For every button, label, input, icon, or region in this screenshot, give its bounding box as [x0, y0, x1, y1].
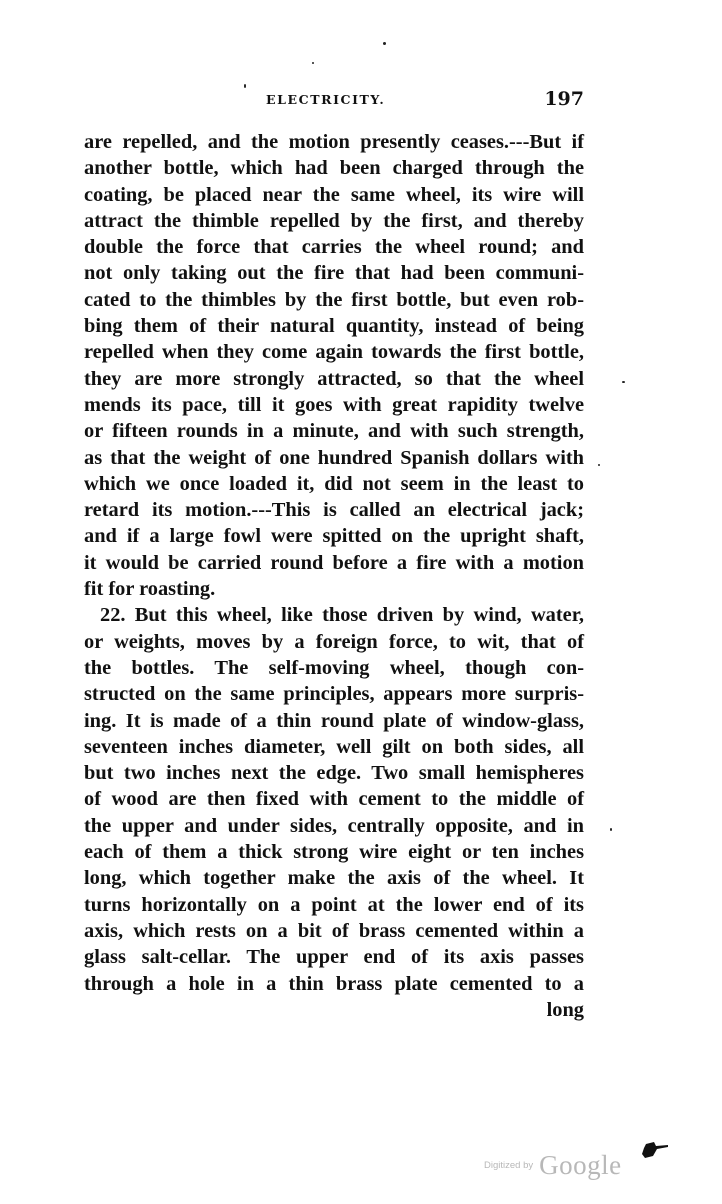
- body-text: [84, 129, 584, 1023]
- ink-speck: [244, 84, 246, 88]
- text-line: each of them a thick strong wire eight or ten inches: [84, 841, 584, 864]
- ink-speck: [598, 464, 600, 466]
- paragraph-start-line: 22. But this wheel, like those driven by wind, water,: [100, 604, 584, 627]
- text-line: structed on the same principles, appears more surpris-: [84, 683, 584, 706]
- text-line: not only taking out the fire that had been communi-: [84, 262, 584, 285]
- watermark-prefix: Digitized by: [484, 1160, 534, 1171]
- ink-speck: [383, 42, 386, 45]
- text-line: axis, which rests on a bit of brass cemented within a: [84, 919, 584, 942]
- ink-blot-icon: [640, 1140, 670, 1162]
- text-line: but two inches next the edge. Two small hemispheres: [84, 762, 584, 785]
- ink-speck: [312, 62, 314, 64]
- text-line: or fifteen rounds in a minute, and with such strength,: [84, 420, 584, 443]
- text-line: it would be carried round before a fire with a motion: [84, 551, 584, 574]
- text-line: as that the weight of one hundred Spanish dollars with: [84, 446, 584, 469]
- text-line: and if a large fowl were spitted on the upright shaft,: [84, 525, 584, 548]
- page-number: 197: [544, 88, 584, 110]
- text-line: attract the thimble repelled by the first, and thereby: [84, 209, 584, 232]
- text-line: they are more strongly attracted, so that the wheel: [84, 367, 584, 390]
- text-line: bing them of their natural quantity, instead of being: [84, 315, 584, 338]
- text-line: the bottles. The self-moving wheel, though con-: [84, 656, 584, 679]
- text-line: ing. It is made of a thin round plate of window-glass,: [84, 709, 584, 732]
- text-line: the upper and under sides, centrally opposite, and in: [84, 814, 584, 837]
- text-line: cated to the thimbles by the first bottle, but even rob-: [84, 288, 584, 311]
- text-line: turns horizontally on a point at the lower end of its: [84, 893, 584, 916]
- text-line: of wood are then fixed with cement to the middle of: [84, 788, 584, 811]
- text-line: retard its motion.---This is called an electrical jack;: [84, 499, 584, 522]
- text-line: double the force that carries the wheel round; and: [84, 236, 584, 259]
- ink-speck: [610, 828, 612, 831]
- catchword: long: [546, 998, 584, 1021]
- text-line: long, which together make the axis of the wheel. It: [84, 867, 584, 890]
- page-header: [84, 88, 584, 112]
- text-line: mends its pace, till it goes with great rapidity twelve: [84, 393, 584, 416]
- text-line: which we once loaded it, did not seem in the least to: [84, 472, 584, 495]
- text-line: or weights, moves by a foreign force, to wit, that of: [84, 630, 584, 653]
- google-logo-text: Google: [539, 1150, 622, 1180]
- text-line: are repelled, and the motion presently ceases.---But if: [84, 131, 584, 153]
- text-line: through a hole in a thin brass plate cemented to a: [84, 972, 584, 995]
- ink-speck: [622, 381, 625, 383]
- text-line: seventeen inches diameter, well gilt on both sides, all: [84, 735, 584, 758]
- paragraph-end-line: fit for roasting.: [84, 578, 216, 601]
- text-line: another bottle, which had been charged through the: [84, 157, 584, 180]
- text-line: glass salt-cellar. The upper end of its axis passes: [84, 946, 584, 969]
- running-title: ELECTRICITY.: [266, 92, 386, 107]
- digitized-by-google-watermark: [484, 1150, 622, 1181]
- text-line: coating, be placed near the same wheel, its wire will: [84, 183, 584, 206]
- text-line: repelled when they come again towards the first bottle,: [84, 341, 584, 364]
